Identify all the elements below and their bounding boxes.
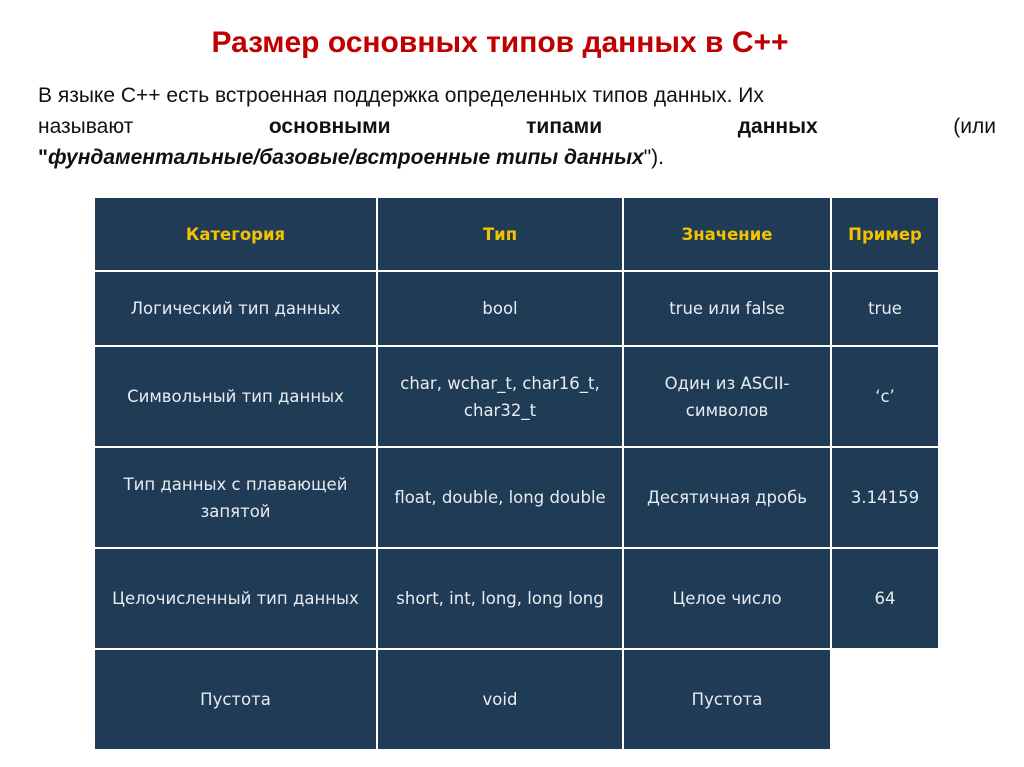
- cell-category: Тип данных с плавающей запятой: [94, 447, 377, 548]
- cell-type: short, int, long, long long: [377, 548, 623, 649]
- table-row: [94, 548, 939, 649]
- cell-category: Логический тип данных: [94, 271, 377, 346]
- header-type: Тип: [377, 197, 623, 271]
- table-row: [94, 649, 939, 750]
- table-row: [94, 271, 939, 346]
- cell-example: true: [831, 271, 939, 346]
- table-row: [94, 346, 939, 447]
- cell-value: Пустота: [623, 649, 831, 750]
- cell-category: Символьный тип данных: [94, 346, 377, 447]
- intro-italic-term: фундаментальные/базовые/встроенные типы данных: [47, 146, 644, 169]
- intro-line-1: В языке C++ есть встроенная поддержка определенных типов данных. Их: [38, 84, 764, 107]
- cell-value: Один из ASCII-символов: [623, 346, 831, 447]
- cell-example: 64: [831, 548, 939, 649]
- intro-line-3-end: ").: [643, 146, 664, 169]
- intro-bold-word-1: основными: [268, 115, 391, 138]
- cell-value: true или false: [623, 271, 831, 346]
- cell-value: Целое число: [623, 548, 831, 649]
- page-title: Размер основных типов данных в С++: [211, 26, 789, 59]
- header-example: Пример: [831, 197, 939, 271]
- table-header-row: [94, 197, 939, 271]
- cell-category: Пустота: [94, 649, 377, 750]
- cell-example: 3.14159: [831, 447, 939, 548]
- cell-type: void: [377, 649, 623, 750]
- header-category: Категория: [94, 197, 377, 271]
- intro-bold-word-2: типами: [526, 115, 603, 138]
- intro-line-3: [38, 142, 996, 173]
- intro-line-2: [38, 111, 996, 142]
- cell-type: float, double, long double: [377, 447, 623, 548]
- cell-example: ‘c’: [831, 346, 939, 447]
- data-types-table: [93, 196, 940, 751]
- cell-example-empty: [831, 649, 939, 750]
- cell-category: Целочисленный тип данных: [94, 548, 377, 649]
- table-row: [94, 447, 939, 548]
- intro-bold-word-3: данных: [737, 115, 818, 138]
- cell-value: Десятичная дробь: [623, 447, 831, 548]
- cell-type: bool: [377, 271, 623, 346]
- intro-paragraph: [38, 80, 996, 173]
- header-value: Значение: [623, 197, 831, 271]
- intro-quote-open: ": [38, 146, 48, 169]
- cell-type: char, wchar_t, char16_t, char32_t: [377, 346, 623, 447]
- intro-line-2-start: называют: [38, 115, 134, 138]
- intro-line-2-end: (или: [953, 115, 996, 138]
